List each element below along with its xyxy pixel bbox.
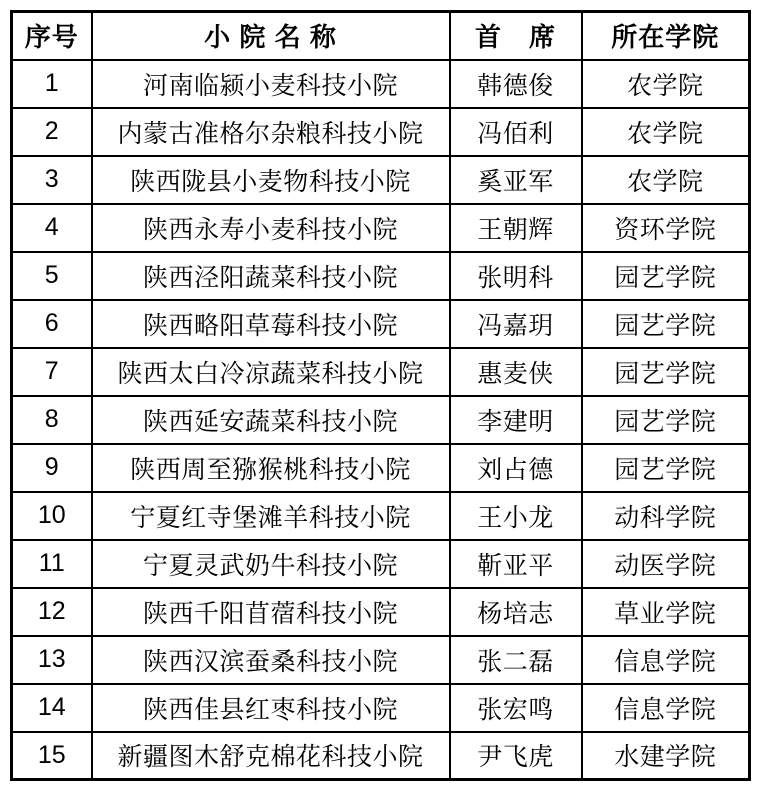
table-row bbox=[12, 348, 750, 396]
cell-chief: 王朝辉 bbox=[450, 204, 582, 252]
cell-name: 陕西泾阳蔬菜科技小院 bbox=[92, 252, 450, 300]
cell-college: 园艺学院 bbox=[582, 396, 750, 444]
cell-chief: 冯佰利 bbox=[450, 108, 582, 156]
cell-chief: 王小龙 bbox=[450, 492, 582, 540]
cell-chief: 刘占德 bbox=[450, 444, 582, 492]
table-row bbox=[12, 300, 750, 348]
table-row bbox=[12, 492, 750, 540]
cell-index: 3 bbox=[12, 156, 92, 204]
cell-college: 园艺学院 bbox=[582, 300, 750, 348]
cell-chief: 奚亚军 bbox=[450, 156, 582, 204]
cell-name: 陕西延安蔬菜科技小院 bbox=[92, 396, 450, 444]
cell-chief: 冯嘉玥 bbox=[450, 300, 582, 348]
cell-college: 农学院 bbox=[582, 60, 750, 108]
table-row bbox=[12, 108, 750, 156]
cell-name: 陕西太白冷凉蔬菜科技小院 bbox=[92, 348, 450, 396]
cell-name: 陕西千阳苜蓿科技小院 bbox=[92, 588, 450, 636]
cell-name: 宁夏灵武奶牛科技小院 bbox=[92, 540, 450, 588]
cell-index: 7 bbox=[12, 348, 92, 396]
cell-index: 6 bbox=[12, 300, 92, 348]
cell-index: 4 bbox=[12, 204, 92, 252]
table-row bbox=[12, 540, 750, 588]
cell-chief: 韩德俊 bbox=[450, 60, 582, 108]
cell-chief: 靳亚平 bbox=[450, 540, 582, 588]
science-station-table bbox=[10, 10, 751, 781]
cell-college: 园艺学院 bbox=[582, 444, 750, 492]
cell-college: 动医学院 bbox=[582, 540, 750, 588]
cell-name: 新疆图木舒克棉花科技小院 bbox=[92, 732, 450, 780]
column-header-college: 所在学院 bbox=[582, 12, 750, 60]
cell-index: 13 bbox=[12, 636, 92, 684]
cell-chief: 杨培志 bbox=[450, 588, 582, 636]
cell-chief: 李建明 bbox=[450, 396, 582, 444]
cell-name: 陕西汉滨蚕桑科技小院 bbox=[92, 636, 450, 684]
table-row bbox=[12, 684, 750, 732]
cell-name: 陕西陇县小麦物科技小院 bbox=[92, 156, 450, 204]
column-header-name: 小 院 名 称 bbox=[92, 12, 450, 60]
table-row bbox=[12, 636, 750, 684]
cell-name: 河南临颍小麦科技小院 bbox=[92, 60, 450, 108]
table-row bbox=[12, 732, 750, 780]
cell-college: 信息学院 bbox=[582, 684, 750, 732]
cell-index: 10 bbox=[12, 492, 92, 540]
cell-name: 陕西略阳草莓科技小院 bbox=[92, 300, 450, 348]
cell-chief: 尹飞虎 bbox=[450, 732, 582, 780]
table-row bbox=[12, 588, 750, 636]
cell-index: 5 bbox=[12, 252, 92, 300]
cell-college: 园艺学院 bbox=[582, 348, 750, 396]
cell-college: 农学院 bbox=[582, 156, 750, 204]
table-row bbox=[12, 252, 750, 300]
column-header-index: 序号 bbox=[12, 12, 92, 60]
cell-index: 8 bbox=[12, 396, 92, 444]
cell-college: 信息学院 bbox=[582, 636, 750, 684]
cell-college: 水建学院 bbox=[582, 732, 750, 780]
cell-index: 2 bbox=[12, 108, 92, 156]
cell-chief: 惠麦侠 bbox=[450, 348, 582, 396]
cell-index: 1 bbox=[12, 60, 92, 108]
cell-name: 宁夏红寺堡滩羊科技小院 bbox=[92, 492, 450, 540]
cell-college: 园艺学院 bbox=[582, 252, 750, 300]
cell-college: 农学院 bbox=[582, 108, 750, 156]
cell-chief: 张二磊 bbox=[450, 636, 582, 684]
cell-name: 陕西佳县红枣科技小院 bbox=[92, 684, 450, 732]
table-header-row bbox=[12, 12, 750, 60]
cell-index: 9 bbox=[12, 444, 92, 492]
cell-index: 14 bbox=[12, 684, 92, 732]
table-row bbox=[12, 444, 750, 492]
cell-college: 草业学院 bbox=[582, 588, 750, 636]
table-row bbox=[12, 396, 750, 444]
cell-index: 15 bbox=[12, 732, 92, 780]
cell-college: 动科学院 bbox=[582, 492, 750, 540]
cell-college: 资环学院 bbox=[582, 204, 750, 252]
cell-name: 内蒙古准格尔杂粮科技小院 bbox=[92, 108, 450, 156]
column-header-chief: 首 席 bbox=[450, 12, 582, 60]
table-row bbox=[12, 156, 750, 204]
table-row bbox=[12, 204, 750, 252]
table-row bbox=[12, 60, 750, 108]
cell-index: 11 bbox=[12, 540, 92, 588]
cell-index: 12 bbox=[12, 588, 92, 636]
cell-name: 陕西永寿小麦科技小院 bbox=[92, 204, 450, 252]
cell-chief: 张明科 bbox=[450, 252, 582, 300]
cell-name: 陕西周至猕猴桃科技小院 bbox=[92, 444, 450, 492]
cell-chief: 张宏鸣 bbox=[450, 684, 582, 732]
